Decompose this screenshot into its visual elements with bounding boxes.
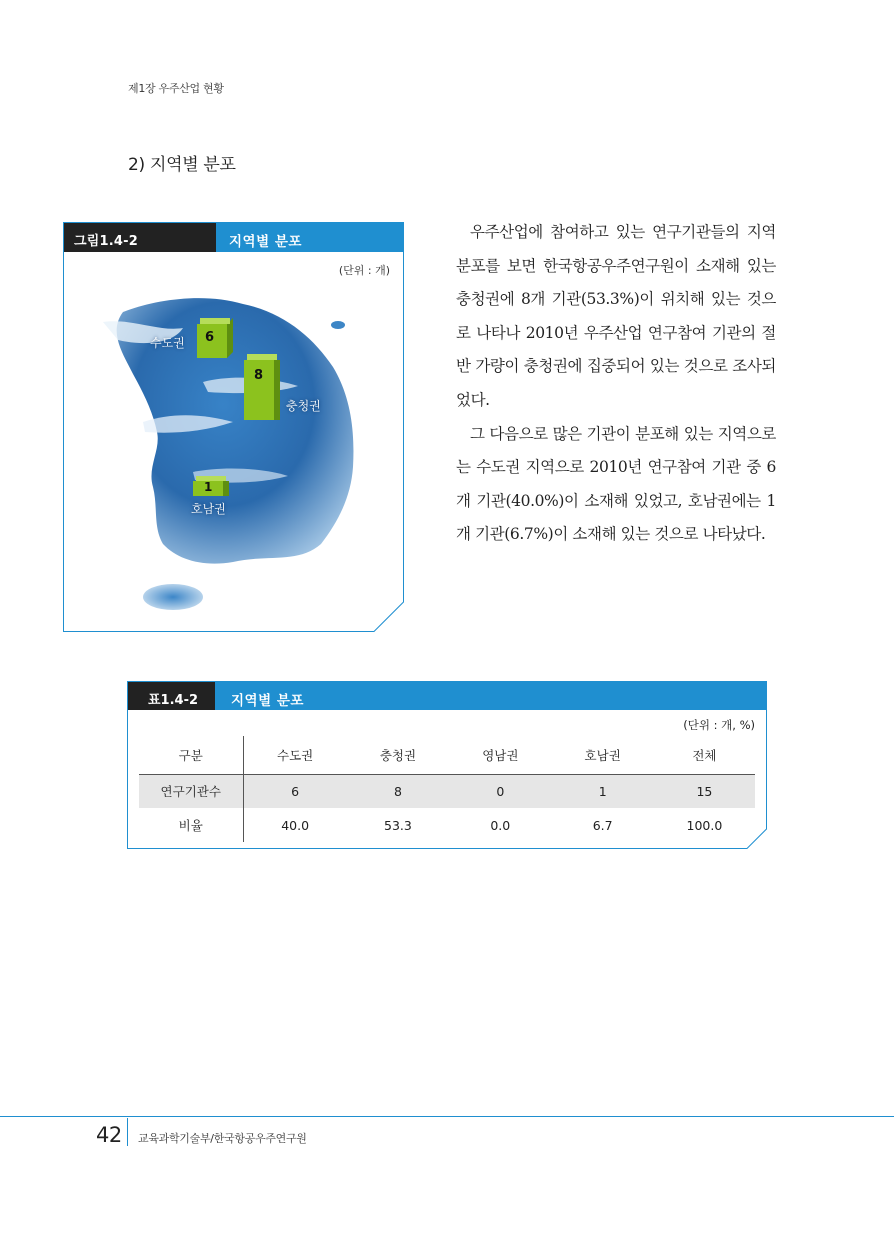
bar-honamgwon — [193, 476, 229, 496]
column-header: 충청권 — [347, 736, 449, 774]
table-row — [139, 808, 755, 842]
bar-value-chungcheonggwon: 8 — [254, 368, 264, 383]
body-text — [456, 216, 776, 552]
table-cell: 100.0 — [686, 817, 723, 833]
bar-chungcheonggwon — [244, 354, 280, 420]
section-title: 2) 지역별 분포 — [128, 155, 236, 175]
row-header: 연구기관수 — [139, 774, 243, 808]
figure-title: 지역별 분포 — [216, 223, 403, 252]
table-row — [139, 774, 755, 808]
bar-value-honamgwon: 1 — [204, 480, 213, 494]
korea-map-illustration — [83, 282, 383, 622]
table-cell: 40.0 — [281, 817, 310, 833]
column-header: 구분 — [139, 736, 243, 774]
table-cell: 8 — [347, 774, 449, 808]
region-label-honamgwon: 호남권 — [191, 502, 226, 516]
table-cell: 15 — [654, 774, 755, 808]
table-cell: 0 — [449, 774, 551, 808]
column-header: 전체 — [654, 736, 755, 774]
table-cell: 6.7 — [592, 817, 613, 833]
table-title: 지역별 분포 — [215, 682, 766, 710]
bar-sudogwon — [197, 318, 233, 358]
column-header: 영남권 — [449, 736, 551, 774]
table-cell: 6 — [243, 774, 347, 808]
region-label-sudogwon: 수도권 — [150, 336, 185, 350]
table-tag: 표1.4-2 — [128, 682, 215, 710]
row-header: 비율 — [139, 808, 243, 842]
running-header: 제1장 우주산업 현황 — [128, 82, 224, 95]
figure-tag: 그림1.4-2 — [64, 223, 216, 252]
table-header-row — [139, 736, 755, 774]
footer-organization: 교육과학기술부/한국항공우주연구원 — [138, 1132, 307, 1145]
korea-map — [83, 282, 383, 622]
bar-value-sudogwon: 6 — [205, 330, 215, 345]
paragraph: 그 다음으로 많은 기관이 분포해 있는 지역으로는 수도권 지역으로 2010년 연구참여 기관 중 6개 기관(40.0%)이 소재해 있었고, 호남권에는 1개 기관(6.7%)이 소재해 있는 것으로 나타났다. — [456, 424, 776, 544]
footer-separator — [127, 1118, 128, 1146]
table-unit: (단위 : 개, %) — [683, 718, 755, 732]
figure-unit: (단위 : 개) — [338, 264, 390, 277]
region-label-chungcheonggwon: 충청권 — [286, 399, 321, 413]
paragraph: 우주산업에 참여하고 있는 연구기관들의 지역 분포를 보면 한국항공우주연구원이 소재해 있는 충청권에 8개 기관(53.3%)이 위치해 있는 것으로 나타나 2010년 우주산업 연구참여 기관의 절반 가량이 충청권에 집중되어 있는 것으로 조사되었다. — [456, 223, 776, 409]
jeju-island — [143, 584, 203, 610]
table-cell: 1 — [551, 774, 653, 808]
footer-rule — [0, 1116, 894, 1117]
distribution-table — [139, 736, 755, 842]
table-cell: 0.0 — [490, 817, 511, 833]
page-number: 42 — [96, 1123, 122, 1147]
table-box — [127, 681, 767, 849]
column-header: 수도권 — [243, 736, 347, 774]
figure-box — [63, 222, 404, 632]
table-cell: 53.3 — [384, 817, 412, 833]
column-header: 호남권 — [551, 736, 653, 774]
